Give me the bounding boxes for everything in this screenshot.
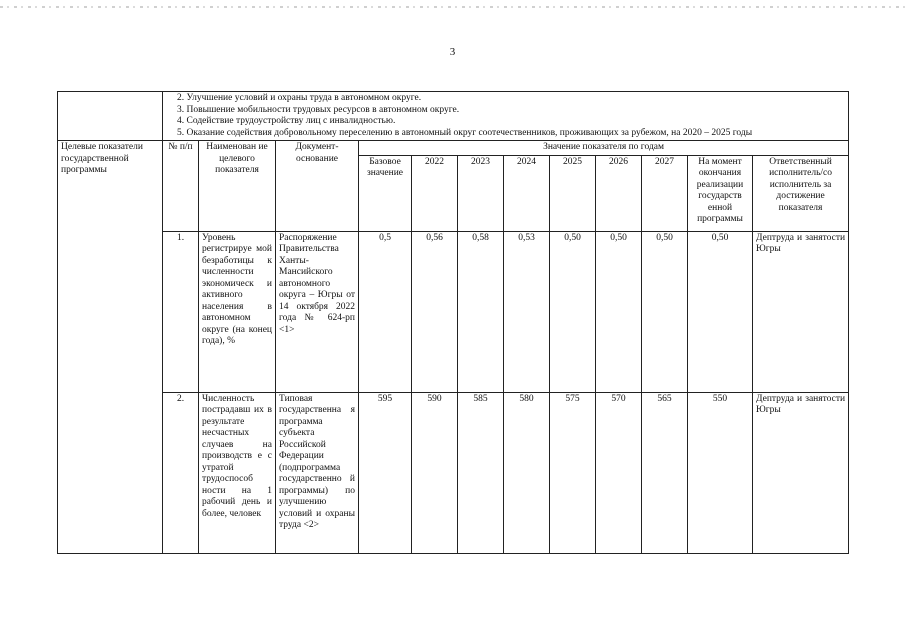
header-year: 2026 <box>596 155 642 231</box>
goals-row <box>58 92 849 141</box>
row-base-value: 595 <box>359 392 412 553</box>
row-year-value: 585 <box>458 392 504 553</box>
goal-item: 3. Повышение мобильности трудовых ресурсов в автономном округе. <box>177 104 460 115</box>
goal-item: 5. Оказание содействия добровольному переселению в автономный округ соотечественников, проживающих за рубежом, на 2020 – 2025 годы <box>177 127 753 138</box>
header-values-by-year: Значение показателя по годам <box>359 141 849 156</box>
row-year-value: 0,50 <box>550 231 596 392</box>
header-name: Наименован ие целевого показателя <box>199 141 276 232</box>
goal-item: 4. Содействие трудоустройству лиц с инвалидностью. <box>177 116 396 126</box>
page-number: 3 <box>449 46 456 58</box>
row-year-value: 0,50 <box>642 231 688 392</box>
row-year-value: 0,58 <box>458 231 504 392</box>
row-year-value: 590 <box>412 392 458 553</box>
header-year: 2025 <box>550 155 596 231</box>
header-year: 2023 <box>458 155 504 231</box>
row-num: 2. <box>163 392 199 553</box>
header-document: Документ-основание <box>276 141 359 232</box>
row-end-value: 0,50 <box>688 231 753 392</box>
header-responsible: Ответственный исполнитель/со исполнитель за достижение показателя <box>753 155 849 231</box>
row-year-value: 0,53 <box>504 231 550 392</box>
row-year-value: 580 <box>504 392 550 553</box>
row-year-value: 0,50 <box>596 231 642 392</box>
header-year: 2024 <box>504 155 550 231</box>
header-year: 2027 <box>642 155 688 231</box>
section-label: Целевые показатели государственной программы <box>58 141 163 554</box>
row-end-value: 550 <box>688 392 753 553</box>
goals-cell <box>163 92 849 141</box>
row-document: Типовая государственна я программа субъекта Российской Федерации (подпрограмма государственно й программы) по улучшению условий и охраны труда <2> <box>276 392 359 553</box>
scan-artifact-line <box>0 6 905 8</box>
row-document: Распоряжение Правительства Ханты-Мансийского автономного округа – Югры от 14 октября 2022 года № 624-рп <1> <box>276 231 359 392</box>
table-row <box>58 231 849 392</box>
row-num: 1. <box>163 231 199 392</box>
row-indicator-name: Уровень регистрируе мой безработицы к численности экономическ и активного населения в автономном округе (на конец года), % <box>199 231 276 392</box>
indicators-table <box>57 91 849 554</box>
header-num: № п/п <box>163 141 199 232</box>
header-end-of-program: На момент окончания реализации государств енной программы <box>688 155 753 231</box>
row-base-value: 0,5 <box>359 231 412 392</box>
row-year-value: 0,56 <box>412 231 458 392</box>
header-year: 2022 <box>412 155 458 231</box>
row-year-value: 565 <box>642 392 688 553</box>
row-year-value: 575 <box>550 392 596 553</box>
header-row-1 <box>58 141 849 156</box>
row-year-value: 570 <box>596 392 642 553</box>
row-responsible: Дептруда и занятости Югры <box>753 392 849 553</box>
table-row <box>58 392 849 553</box>
goals-empty-cell <box>58 92 163 141</box>
row-responsible: Дептруда и занятости Югры <box>753 231 849 392</box>
header-base: Базовое значение <box>359 155 412 231</box>
goal-item: 2. Улучшение условий и охраны труда в автономном округе. <box>177 93 422 103</box>
row-indicator-name: Численность пострадавш их в результате несчастных случаев на производств е с утратой трудоспособ ности на 1 рабочий день и более, человек <box>199 392 276 553</box>
